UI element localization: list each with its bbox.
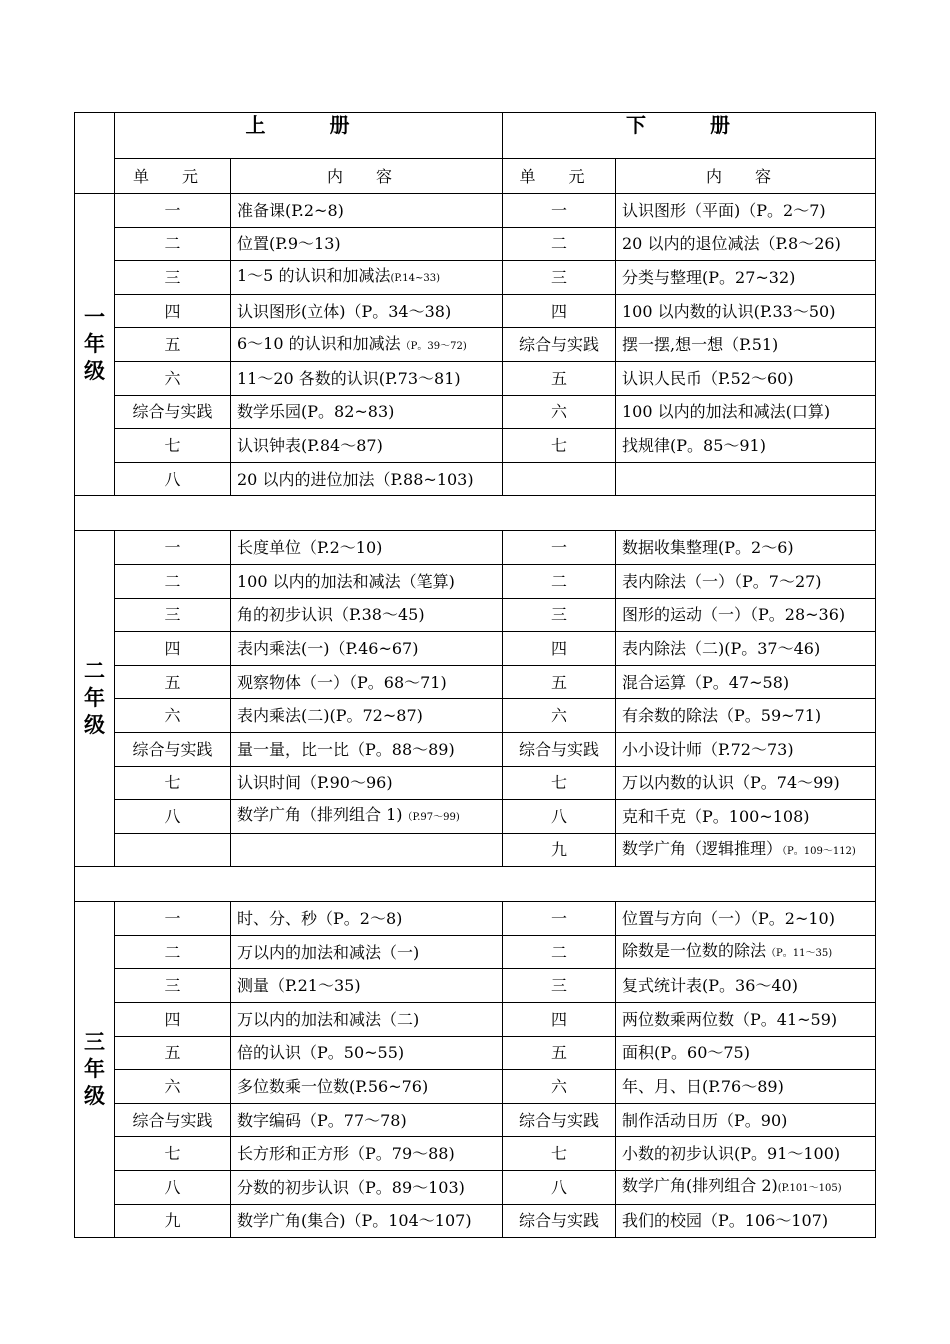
grade-label-char: 年 (84, 1057, 105, 1082)
lower-content-cell-text: 找规律(P。85～91) (622, 435, 766, 455)
lower-unit-cell: 六 (503, 1070, 616, 1104)
upper-content-cell (231, 328, 503, 362)
upper-content-cell (231, 1171, 503, 1205)
curriculum-table (74, 112, 876, 1238)
table-row (75, 699, 876, 733)
lower-content-cell (616, 1003, 876, 1037)
lower-content-cell (616, 1171, 876, 1205)
upper-content-cell (231, 800, 503, 834)
table-row (75, 1137, 876, 1171)
lower-content-cell (616, 1204, 876, 1238)
lower-content-cell (616, 227, 876, 261)
upper-unit-cell: 三 (115, 261, 231, 295)
lower-content-cell-text: 复式统计表(P。36～40) (622, 976, 798, 996)
lower-content-cell (616, 766, 876, 800)
table-row (75, 935, 876, 969)
lower-unit-header: 单 元 (503, 159, 616, 194)
lower-content-cell (616, 699, 876, 733)
upper-unit-cell: 五 (115, 1036, 231, 1070)
lower-volume-title: 下 册 (503, 113, 876, 159)
grade-label-char: 三 (84, 1030, 105, 1055)
upper-unit-cell: 七 (115, 1137, 231, 1171)
grade-label-char: 二 (84, 659, 105, 684)
lower-unit-cell: 二 (503, 227, 616, 261)
lower-content-cell-text: 小小设计师（P.72～73) (622, 739, 794, 759)
lower-unit-cell: 六 (503, 699, 616, 733)
grade-label-char: 年 (84, 686, 105, 711)
upper-content-cell-text: 测量（P.21～35) (237, 976, 361, 996)
upper-unit-cell: 八 (115, 462, 231, 496)
lower-content-cell-text: 面积(P。60～75) (622, 1043, 750, 1063)
lower-content-cell-text: 100 以内数的认识(P.33～50) (622, 301, 836, 321)
lower-unit-cell: 三 (503, 969, 616, 1003)
grade-label-char: 级 (84, 713, 105, 738)
table-row (75, 1204, 876, 1238)
volume-header-row (75, 113, 876, 159)
upper-content-cell (231, 395, 503, 429)
table-row (75, 732, 876, 766)
upper-unit-cell: 综合与实践 (115, 395, 231, 429)
upper-content-cell-text: 6～10 的认识和加减法 (237, 333, 401, 353)
lower-content-cell (616, 800, 876, 834)
lower-content-cell (616, 833, 876, 867)
upper-content-cell (231, 531, 503, 565)
upper-unit-header: 单 元 (115, 159, 231, 194)
upper-content-cell-text: 1～5 的认识和加减法 (237, 266, 391, 286)
upper-content-cell-page-range: （P.97～99) (402, 812, 460, 824)
upper-content-cell (231, 462, 503, 496)
lower-content-cell (616, 902, 876, 936)
lower-unit-cell (503, 462, 616, 496)
lower-content-cell (616, 361, 876, 395)
lower-unit-cell: 二 (503, 564, 616, 598)
upper-content-cell-text: 认识图形(立体)（P。34～38) (237, 301, 452, 321)
upper-content-cell (231, 1204, 503, 1238)
upper-content-cell-text: 数学乐园(P。82~83) (237, 402, 395, 422)
lower-content-cell-text: 摆一摆,想一想（P.51) (622, 335, 779, 355)
grade-separator-row (75, 867, 876, 902)
lower-content-cell-text: 图形的运动（一）（P。28~36) (622, 605, 846, 625)
upper-unit-cell: 一 (115, 902, 231, 936)
table-row (75, 294, 876, 328)
upper-unit-cell: 二 (115, 227, 231, 261)
table-row (75, 1036, 876, 1070)
lower-unit-cell: 三 (503, 598, 616, 632)
lower-content-cell (616, 395, 876, 429)
upper-content-cell-text: 分数的初步认识（P。89～103) (237, 1177, 465, 1197)
upper-content-cell-text: 量一量，比一比（P。88～89) (237, 739, 455, 759)
lower-content-cell-text: 制作活动日历（P。90) (622, 1110, 788, 1130)
lower-unit-cell: 四 (503, 632, 616, 666)
lower-content-cell-text: 年、月、日(P.76～89) (622, 1077, 784, 1097)
table-row (75, 194, 876, 228)
lower-content-cell (616, 531, 876, 565)
upper-content-header: 内 容 (231, 159, 503, 194)
lower-content-cell (616, 194, 876, 228)
lower-content-cell-page-range: (P.101～105) (777, 1183, 842, 1195)
lower-unit-cell: 一 (503, 902, 616, 936)
table-row (75, 564, 876, 598)
lower-unit-cell: 八 (503, 800, 616, 834)
upper-unit-cell: 五 (115, 328, 231, 362)
lower-unit-cell: 一 (503, 194, 616, 228)
lower-unit-cell: 二 (503, 935, 616, 969)
table-row (75, 328, 876, 362)
lower-content-cell (616, 294, 876, 328)
upper-content-cell-page-range: （P。39～72) (400, 340, 467, 352)
grade-label-char: 一 (84, 305, 105, 330)
lower-content-cell (616, 1070, 876, 1104)
upper-unit-cell: 二 (115, 564, 231, 598)
lower-content-cell-text: 100 以内的加法和减法(口算) (622, 402, 831, 422)
upper-content-cell-text: 倍的认识（P。50~55) (237, 1043, 405, 1063)
upper-content-cell (231, 1103, 503, 1137)
upper-volume-title: 上 册 (115, 113, 503, 159)
upper-unit-cell: 四 (115, 632, 231, 666)
lower-content-cell-text: 除数是一位数的除法 (622, 941, 767, 961)
upper-unit-cell: 五 (115, 665, 231, 699)
upper-content-cell-text: 数学广角（排列组合 1) (237, 805, 403, 825)
upper-content-cell (231, 732, 503, 766)
lower-content-cell (616, 462, 876, 496)
lower-content-cell-text: 混合运算（P。47~58) (622, 672, 790, 692)
upper-content-cell (231, 361, 503, 395)
upper-unit-cell: 九 (115, 1204, 231, 1238)
lower-unit-cell: 六 (503, 395, 616, 429)
upper-unit-cell: 六 (115, 699, 231, 733)
lower-unit-cell: 综合与实践 (503, 732, 616, 766)
upper-unit-cell: 二 (115, 935, 231, 969)
upper-content-cell-text: 长方形和正方形（P。79～88) (237, 1144, 455, 1164)
upper-unit-cell: 八 (115, 1171, 231, 1205)
table-row (75, 969, 876, 1003)
lower-content-cell-text: 20 以内的退位减法（P.8～26) (622, 234, 841, 254)
upper-content-cell (231, 766, 503, 800)
lower-content-cell (616, 429, 876, 463)
upper-content-cell (231, 294, 503, 328)
table-row (75, 227, 876, 261)
lower-content-cell-text: 数据收集整理(P。2～6) (622, 538, 794, 558)
lower-content-cell-text: 数学广角(排列组合 2) (622, 1176, 778, 1196)
upper-unit-cell: 六 (115, 1070, 231, 1104)
upper-content-cell-text: 表内乘法(一)（P.46~67) (237, 638, 419, 658)
upper-unit-cell: 七 (115, 429, 231, 463)
corner-cell (75, 113, 115, 194)
table-row (75, 1171, 876, 1205)
lower-unit-cell: 综合与实践 (503, 1103, 616, 1137)
upper-unit-cell: 六 (115, 361, 231, 395)
upper-content-cell-text: 万以内的加法和减法（二) (237, 1009, 420, 1029)
lower-content-cell (616, 665, 876, 699)
upper-content-cell (231, 935, 503, 969)
table-row (75, 632, 876, 666)
lower-content-cell (616, 632, 876, 666)
table-row (75, 833, 876, 867)
lower-content-cell-text: 万以内数的认识（P。74～99) (622, 773, 840, 793)
upper-unit-cell: 一 (115, 531, 231, 565)
lower-content-cell (616, 261, 876, 295)
separator-cell (75, 496, 876, 531)
lower-content-cell (616, 598, 876, 632)
lower-unit-cell: 三 (503, 261, 616, 295)
upper-content-cell (231, 1036, 503, 1070)
upper-content-cell-text: 认识时间（P.90～96) (237, 773, 393, 793)
upper-content-cell-text: 万以内的加法和减法（一) (237, 942, 420, 962)
upper-content-cell (231, 1070, 503, 1104)
lower-content-cell-text: 表内除法（一）（P。7～27) (622, 571, 822, 591)
lower-unit-cell: 七 (503, 429, 616, 463)
upper-content-cell (231, 833, 503, 867)
lower-content-cell (616, 328, 876, 362)
lower-content-cell-text: 认识图形（平面)（P。2～7) (622, 200, 826, 220)
lower-content-cell (616, 732, 876, 766)
separator-cell (75, 867, 876, 902)
upper-content-cell-text: 数字编码（P。77～78) (237, 1110, 407, 1130)
upper-unit-cell: 四 (115, 294, 231, 328)
upper-content-cell-text: 角的初步认识（P.38～45) (237, 605, 425, 625)
upper-content-cell-text: 长度单位（P.2～10) (237, 538, 383, 558)
upper-content-cell-text: 观察物体（一）（P。68～71) (237, 672, 447, 692)
lower-unit-cell: 五 (503, 665, 616, 699)
lower-content-cell-text: 有余数的除法（P。59~71) (622, 706, 822, 726)
grade-label (75, 531, 115, 867)
upper-content-cell (231, 1137, 503, 1171)
lower-unit-cell: 七 (503, 1137, 616, 1171)
lower-unit-cell: 一 (503, 531, 616, 565)
lower-content-cell (616, 969, 876, 1003)
table-row (75, 665, 876, 699)
upper-content-cell (231, 969, 503, 1003)
lower-content-cell (616, 935, 876, 969)
lower-content-cell-text: 分类与整理(P。27~32) (622, 267, 796, 287)
lower-unit-cell: 综合与实践 (503, 328, 616, 362)
column-header-row (75, 159, 876, 194)
table-row (75, 361, 876, 395)
upper-content-cell (231, 699, 503, 733)
lower-content-cell-page-range: （P。109～112) (782, 845, 856, 857)
upper-content-cell-text: 多位数乘一位数(P.56~76) (237, 1077, 429, 1097)
grade-separator-row (75, 496, 876, 531)
table-row (75, 598, 876, 632)
lower-content-cell-text: 两位数乘两位数（P。41~59) (622, 1009, 838, 1029)
lower-unit-cell: 综合与实践 (503, 1204, 616, 1238)
lower-content-cell (616, 1137, 876, 1171)
upper-content-cell-text: 表内乘法(二)(P。72~87) (237, 706, 423, 726)
table-row (75, 902, 876, 936)
upper-content-cell (231, 902, 503, 936)
grade-label (75, 902, 115, 1238)
lower-unit-cell: 九 (503, 833, 616, 867)
table-row (75, 261, 876, 295)
table-row (75, 395, 876, 429)
lower-content-cell-text: 克和千克（P。100~108) (622, 806, 810, 826)
upper-unit-cell (115, 833, 231, 867)
lower-unit-cell: 五 (503, 361, 616, 395)
grade-label (75, 194, 115, 496)
upper-content-cell-text: 20 以内的进位加法（P.88~103) (237, 469, 474, 489)
upper-unit-cell: 七 (115, 766, 231, 800)
table-row (75, 766, 876, 800)
upper-content-cell (231, 1003, 503, 1037)
upper-content-cell-page-range: (P.14~33) (390, 273, 440, 285)
lower-content-cell-text: 表内除法（二)(P。37～46) (622, 638, 821, 658)
upper-content-cell-text: 时、分、秒（P。2～8) (237, 909, 403, 929)
table-row (75, 1103, 876, 1137)
upper-content-cell (231, 564, 503, 598)
upper-content-cell (231, 261, 503, 295)
lower-unit-cell: 七 (503, 766, 616, 800)
upper-content-cell-text: 认识钟表(P.84～87) (237, 435, 383, 455)
grade-label-char: 级 (84, 1084, 105, 1109)
upper-content-cell-text: 100 以内的加法和减法（笔算) (237, 571, 455, 591)
lower-content-cell-page-range: （P。11～35) (766, 948, 833, 960)
upper-unit-cell: 八 (115, 800, 231, 834)
lower-content-cell (616, 564, 876, 598)
lower-unit-cell: 四 (503, 1003, 616, 1037)
lower-content-cell-text: 认识人民币（P.52～60) (622, 368, 794, 388)
upper-unit-cell: 四 (115, 1003, 231, 1037)
lower-content-cell (616, 1103, 876, 1137)
lower-content-header: 内 容 (616, 159, 876, 194)
table-row (75, 1003, 876, 1037)
lower-unit-cell: 五 (503, 1036, 616, 1070)
lower-content-cell-text: 我们的校园（P。106～107) (622, 1211, 829, 1231)
upper-content-cell (231, 227, 503, 261)
upper-content-cell (231, 598, 503, 632)
table-row (75, 429, 876, 463)
upper-content-cell (231, 429, 503, 463)
upper-unit-cell: 一 (115, 194, 231, 228)
upper-content-cell-text: 11～20 各数的认识(P.73～81) (237, 368, 461, 388)
upper-content-cell (231, 665, 503, 699)
lower-unit-cell: 四 (503, 294, 616, 328)
table-row (75, 531, 876, 565)
lower-content-cell-text: 数学广角（逻辑推理） (622, 838, 783, 858)
upper-content-cell-text: 数学广角(集合)（P。104～107) (237, 1211, 472, 1231)
upper-unit-cell: 三 (115, 969, 231, 1003)
lower-content-cell-text: 小数的初步认识(P。91～100) (622, 1144, 841, 1164)
lower-content-cell-text: 位置与方向（一）（P。2~10) (622, 909, 835, 929)
upper-content-cell-text: 位置(P.9～13) (237, 234, 341, 254)
table-row (75, 800, 876, 834)
upper-content-cell-text: 准备课(P.2~8) (237, 200, 344, 220)
table-row (75, 1070, 876, 1104)
upper-content-cell (231, 632, 503, 666)
upper-unit-cell: 三 (115, 598, 231, 632)
grade-label-char: 年 (84, 332, 105, 357)
upper-content-cell (231, 194, 503, 228)
upper-unit-cell: 综合与实践 (115, 1103, 231, 1137)
lower-content-cell (616, 1036, 876, 1070)
upper-unit-cell: 综合与实践 (115, 732, 231, 766)
table-row (75, 462, 876, 496)
lower-unit-cell: 八 (503, 1171, 616, 1205)
grade-label-char: 级 (84, 359, 105, 384)
